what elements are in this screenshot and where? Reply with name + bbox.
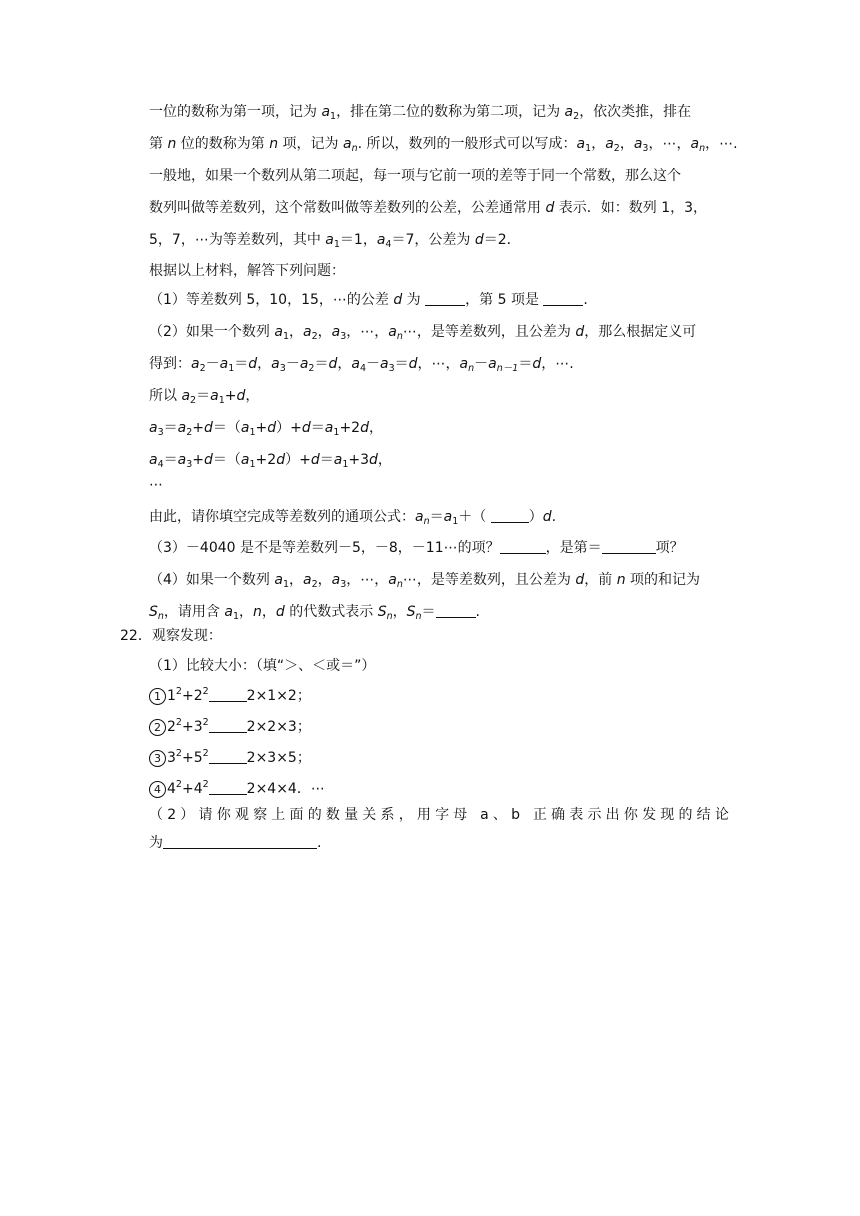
eq: ＝	[518, 356, 533, 372]
var-a: a	[177, 452, 187, 468]
text: . 所以，数列的一般形式可以写成：	[357, 136, 577, 152]
var-n: n	[616, 572, 626, 588]
sub: 2	[199, 363, 206, 374]
text: 得到：	[149, 356, 191, 372]
text: ）	[528, 509, 543, 525]
sep: ，	[417, 356, 432, 372]
sub: n	[396, 331, 403, 342]
minus: －	[205, 356, 220, 372]
eq: ＝	[319, 452, 334, 468]
var-d: d	[204, 452, 213, 468]
var-a: a	[325, 232, 334, 248]
text: ⋯，是等差数列，且公差为	[402, 324, 576, 340]
text: 2×3×5；	[246, 750, 311, 766]
var-d: d	[204, 420, 213, 436]
var-d: d	[575, 572, 585, 588]
sup: 2	[175, 779, 182, 790]
var-a: a	[224, 604, 233, 620]
var-a: a	[443, 509, 453, 525]
compare-item-3	[149, 748, 311, 768]
answer-blank[interactable]	[491, 510, 529, 523]
eq: ＝	[234, 356, 249, 372]
sup: 2	[202, 779, 209, 790]
sub: 2	[186, 427, 193, 438]
sep: ，	[377, 452, 392, 468]
intro-line-3: 一般地，如果一个数列从第二项起，每一项与它前一项的差等于同一个常数，那么这个	[149, 168, 681, 184]
text: 2	[167, 719, 176, 735]
plus: +	[192, 452, 205, 468]
text: ＝7，公差为	[391, 232, 475, 248]
var-a: a	[303, 572, 312, 588]
eq: ＝	[394, 356, 409, 372]
text: 由此，请你填空完成等差数列的通项公式：	[149, 509, 415, 525]
var-a: a	[343, 136, 352, 152]
text: ，是第＝	[545, 540, 602, 556]
sup: 2	[202, 717, 209, 728]
sub: 1	[232, 611, 240, 622]
sub: 4	[385, 239, 392, 250]
var-a: a	[415, 509, 424, 525]
sub: n	[468, 363, 475, 374]
eq: ＝	[163, 452, 178, 468]
answer-blank[interactable]	[209, 720, 247, 733]
sep: ，	[374, 572, 389, 588]
circled-number: 2	[149, 719, 166, 736]
sub: n－1	[496, 363, 519, 374]
answer-blank[interactable]	[209, 751, 247, 764]
var-a: a	[219, 356, 229, 372]
var-a: a	[576, 136, 586, 152]
var-a: a	[177, 420, 187, 436]
var-a: a	[149, 420, 158, 436]
question-3	[149, 538, 684, 558]
sep: ，	[705, 136, 720, 152]
text: +2	[181, 688, 203, 704]
text: 一位的数称为第一项，记为	[149, 104, 322, 120]
var-a: a	[488, 356, 497, 372]
question-4-line-2	[149, 602, 480, 622]
sub: 1	[249, 459, 256, 470]
var-d: d	[532, 356, 542, 372]
var-S: S	[149, 604, 158, 620]
sep: ，	[541, 356, 556, 372]
compare-item-4	[149, 779, 325, 799]
intro-line-4	[149, 198, 707, 218]
text: ，请用含	[163, 604, 225, 620]
var-a: a	[333, 452, 343, 468]
question-4-line-1	[149, 570, 700, 590]
eq: ＝	[163, 420, 178, 436]
eq: ＝	[314, 356, 329, 372]
sep: ，	[261, 604, 276, 620]
question-2-dots: ⋯	[149, 477, 163, 493]
text: 项？	[655, 540, 684, 556]
sub: 3	[279, 363, 286, 374]
var-d: d	[393, 292, 403, 308]
var-a: a	[303, 324, 312, 340]
sub: 1	[333, 427, 340, 438]
question-2-line-4	[149, 418, 383, 438]
text: （1）等差数列 5，10，15，⋯的公差	[149, 292, 394, 308]
ellipsis: ⋯	[555, 356, 570, 372]
text: （3）－4040 是不是等差数列－5，－8，－11⋯的项？	[149, 540, 500, 556]
sub: 3	[642, 143, 649, 154]
question-2-line-1	[149, 322, 696, 342]
question-2-fill	[149, 507, 556, 527]
text: 第	[149, 136, 168, 152]
compare-item-1	[149, 686, 311, 706]
answer-blank[interactable]	[436, 605, 476, 618]
sub: n	[699, 143, 706, 154]
sep: ，	[337, 356, 352, 372]
text: ＝1，	[339, 232, 377, 248]
sep: ，	[346, 324, 361, 340]
sub: 3	[388, 363, 395, 374]
sub: 2	[308, 363, 315, 374]
text: 所以	[149, 388, 182, 404]
var-a: a	[321, 104, 331, 120]
var-a: a	[299, 356, 309, 372]
var-d: d	[275, 604, 285, 620]
answer-blank[interactable]	[425, 293, 465, 306]
ellipsis: ⋯	[360, 324, 375, 340]
coef: 2	[351, 420, 361, 436]
text: .	[475, 604, 480, 620]
var-a: a	[324, 420, 334, 436]
sub: 2	[190, 395, 197, 406]
sub: 4	[157, 459, 164, 470]
text: 位的数称为第	[176, 136, 270, 152]
paren: （	[226, 452, 241, 468]
sep: ，	[392, 604, 407, 620]
sep: ，	[591, 136, 606, 152]
sup: 2	[175, 686, 182, 697]
sub: 1	[330, 111, 337, 122]
answer-blank[interactable]	[163, 836, 317, 849]
sub: n	[386, 611, 393, 622]
var-a: a	[331, 572, 341, 588]
minus: －	[285, 356, 300, 372]
sup: 2	[175, 717, 182, 728]
var-S: S	[406, 604, 416, 620]
var-a: a	[191, 356, 200, 372]
text: 2×1×2；	[246, 688, 311, 704]
intro-line-2: 第 n 位的数称为第 n 项，记为 $a_n$. 所以，数列的一般形式可以写成：$a_1$，$a_2$，$a_3$，⋯，$a_n$，⋯.	[149, 136, 738, 154]
sup: 2	[202, 748, 209, 759]
paren: ）	[285, 452, 300, 468]
plus: +	[224, 388, 237, 404]
question-2-line-5	[149, 450, 392, 470]
text: ＝2．	[483, 232, 521, 248]
sub: 1	[228, 363, 235, 374]
text: 2×4×4．⋯	[246, 781, 325, 797]
sep: ，	[239, 604, 254, 620]
circled-number: 3	[149, 750, 166, 767]
coef: 3	[360, 452, 370, 468]
var-a: a	[274, 572, 283, 588]
sep: ，	[346, 572, 361, 588]
sep: ，	[445, 356, 460, 372]
ellipsis: ⋯	[662, 136, 677, 152]
eq: ＝	[212, 420, 227, 436]
var-a: a	[271, 356, 280, 372]
plus: +	[339, 420, 352, 436]
var-a: a	[240, 452, 250, 468]
sep: ，	[289, 572, 303, 588]
var-S: S	[377, 604, 387, 620]
sub: 1	[585, 143, 592, 154]
intro-line-1	[149, 102, 691, 122]
paren: ）	[276, 420, 291, 436]
text: 表示．如：数列 1，3，	[554, 200, 708, 216]
text: ＝	[421, 604, 436, 620]
text: 数列叫做等差数列，这个常数叫做等差数列的公差，公差通常用	[149, 200, 546, 216]
sep: ，	[289, 324, 303, 340]
text: ，第 5 项是	[465, 292, 544, 308]
text: （2）如果一个数列	[149, 324, 275, 340]
ellipsis: ⋯	[431, 356, 446, 372]
text: ＋（	[458, 509, 487, 525]
var-a: a	[240, 420, 250, 436]
plus: +	[192, 420, 205, 436]
text: +3	[181, 719, 203, 735]
sub: 3	[157, 427, 164, 438]
minus: －	[365, 356, 380, 372]
sub: n	[157, 611, 164, 622]
sup: 2	[202, 686, 209, 697]
sub: 3	[340, 579, 347, 590]
sub: 1	[333, 239, 340, 250]
problem-22-sub1: （1）比较大小：（填“＞、＜或＝”）	[149, 658, 376, 674]
text: .	[551, 509, 557, 525]
answer-blank[interactable]	[602, 541, 656, 554]
var-d: d	[276, 452, 286, 468]
text: ，排在第二位的数称为第二项，记为	[336, 104, 565, 120]
text: +5	[181, 750, 203, 766]
minus: －	[474, 356, 489, 372]
circled-number: 4	[149, 781, 166, 798]
var-a: a	[181, 388, 191, 404]
text: 2×2×3；	[246, 719, 311, 735]
ellipsis: ⋯	[719, 136, 734, 152]
sup: 2	[175, 748, 182, 759]
text: ，依次类推，排在	[579, 104, 692, 120]
answer-blank[interactable]	[500, 541, 546, 554]
sub: 3	[340, 331, 347, 342]
problem-22-title: 22．观察发现：	[120, 628, 222, 644]
text: .	[583, 292, 588, 308]
var-d: d	[575, 324, 585, 340]
var-a: a	[388, 324, 397, 340]
plus: +	[348, 452, 361, 468]
sep: ，	[676, 136, 691, 152]
var-a: a	[459, 356, 469, 372]
text: 的代数式表示	[284, 604, 378, 620]
text: 4	[167, 781, 176, 797]
text: 1	[167, 688, 176, 704]
var-a: a	[210, 388, 219, 404]
circled-number: 1	[149, 688, 166, 705]
var-n: n	[167, 136, 177, 152]
var-n: n	[253, 604, 262, 620]
var-d: d	[545, 200, 555, 216]
sep: ，	[648, 136, 663, 152]
var-d: d	[248, 356, 258, 372]
sep: ，	[257, 356, 272, 372]
sub: 2	[311, 579, 318, 590]
var-a: a	[605, 136, 614, 152]
answer-blank[interactable]	[209, 782, 247, 795]
var-d: d	[408, 356, 418, 372]
text: 为	[149, 835, 163, 851]
var-a: a	[388, 572, 397, 588]
question-1	[149, 290, 588, 310]
compare-item-2	[149, 717, 311, 737]
sub: 1	[452, 516, 459, 527]
var-a: a	[149, 452, 158, 468]
problem-22-sub2-line-1: （2）请你观察上面的数量关系，用字母 a、b 正确表示出你发现的结论	[149, 807, 734, 823]
eq: ＝	[429, 509, 444, 525]
var-d: d	[360, 420, 369, 436]
sub: 3	[186, 459, 193, 470]
sub: n	[423, 516, 430, 527]
sub: n	[415, 611, 422, 622]
var-d: d	[474, 232, 484, 248]
intro-line-6: 根据以上材料，解答下列问题：	[149, 263, 345, 279]
sub: 2	[573, 111, 580, 122]
text: 为	[402, 292, 426, 308]
plus: +	[255, 452, 268, 468]
text: （4）如果一个数列	[149, 572, 275, 588]
var-a: a	[564, 104, 574, 120]
sep: ，	[619, 136, 634, 152]
sub: 1	[282, 579, 289, 590]
sep: ，	[374, 324, 389, 340]
sub: 1	[342, 459, 349, 470]
var-d: d	[369, 452, 378, 468]
eq: ＝	[196, 388, 211, 404]
sep: ，	[317, 572, 332, 588]
text: ，那么根据定义可	[584, 324, 697, 340]
var-a: a	[274, 324, 283, 340]
answer-blank[interactable]	[209, 689, 247, 702]
var-d: d	[328, 356, 338, 372]
var-a: a	[379, 356, 389, 372]
paren: （	[226, 420, 241, 436]
ellipsis: ⋯	[360, 572, 375, 588]
sep: ，	[245, 388, 260, 404]
text: ⋯，是等差数列，且公差为	[402, 572, 576, 588]
sub: 4	[359, 363, 366, 374]
text: 3	[167, 750, 176, 766]
problem-22-sub2-line-2: 为 .	[149, 835, 322, 851]
answer-blank[interactable]	[543, 293, 583, 306]
sep: ，	[368, 420, 383, 436]
var-a: a	[690, 136, 700, 152]
coef: 2	[267, 452, 277, 468]
question-2-line-3	[149, 386, 259, 406]
text: ，前	[584, 572, 617, 588]
text: 项，记为	[278, 136, 344, 152]
sep: ，	[317, 324, 332, 340]
var-a: a	[331, 324, 341, 340]
text: +4	[181, 781, 203, 797]
plus: +	[255, 420, 268, 436]
question-2-line-2: 得到：$a_2-a_1=d$，$a_3-a_2=d$，$a_4-a_3=d$，⋯，$a_n-a_{n-1}=d$，⋯.	[149, 356, 574, 374]
var-a: a	[351, 356, 360, 372]
intro-line-5	[149, 230, 521, 250]
var-d: d	[267, 420, 277, 436]
text: 项的和记为	[625, 572, 701, 588]
text: 5，7，⋯为等差数列，其中	[149, 232, 326, 248]
var-a: a	[376, 232, 386, 248]
sub: 1	[282, 331, 289, 342]
eq: ＝	[310, 420, 325, 436]
plus: +	[290, 420, 302, 436]
sub: 1	[249, 427, 256, 438]
sub: n	[396, 579, 403, 590]
sub: 1	[218, 395, 225, 406]
var-n: n	[269, 136, 279, 152]
sub: 2	[311, 331, 318, 342]
var-a: a	[633, 136, 643, 152]
sub: 2	[613, 143, 620, 154]
eq: ＝	[212, 452, 227, 468]
var-d: d	[301, 420, 311, 436]
var-d: d	[542, 509, 552, 525]
sub: n	[351, 143, 358, 154]
plus: +	[299, 452, 311, 468]
var-d: d	[310, 452, 320, 468]
var-d: d	[236, 388, 246, 404]
